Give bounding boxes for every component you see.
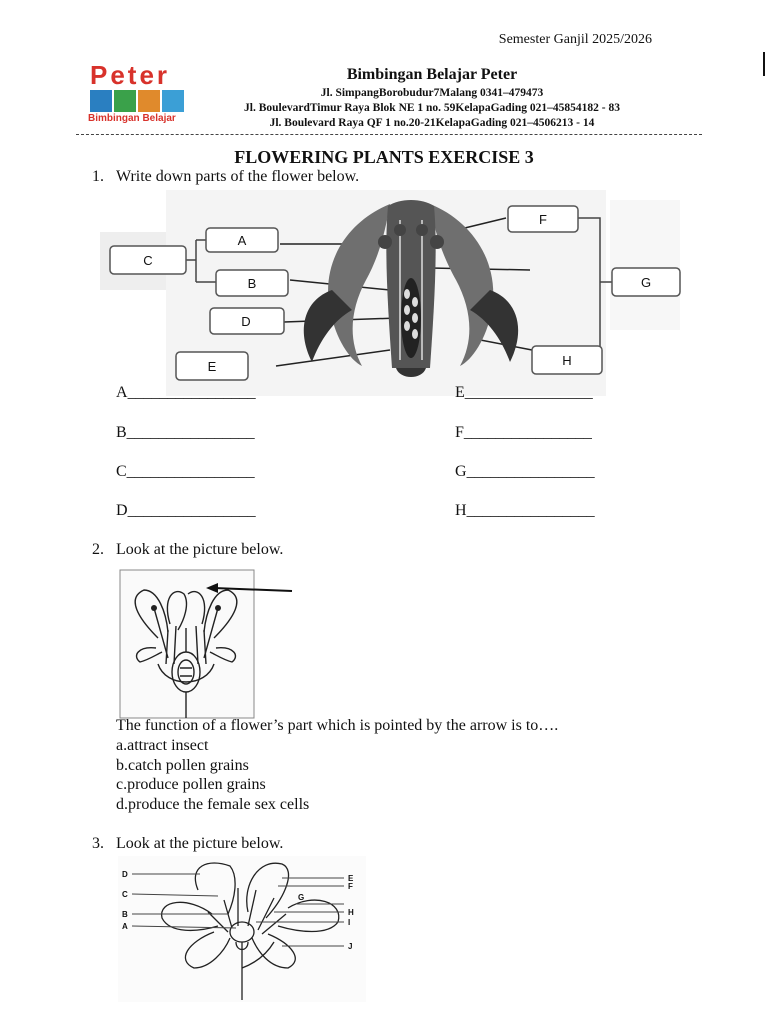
fig3-label-A: A bbox=[122, 922, 128, 931]
logo-tile-2 bbox=[114, 90, 136, 112]
answer-D bbox=[116, 502, 256, 520]
answer-F-blank: ________________ bbox=[463, 424, 592, 441]
page-title: FLOWERING PLANTS EXERCISE 3 bbox=[234, 147, 534, 167]
answer-H bbox=[455, 502, 595, 520]
logo-tagline: Bimbingan Belajar bbox=[88, 113, 176, 124]
question-3-text: Look at the picture below. bbox=[116, 835, 284, 852]
fig3-label-H: H bbox=[348, 908, 354, 917]
answer-A-blank: ________________ bbox=[127, 384, 256, 401]
diagram-label-C: C bbox=[143, 253, 153, 268]
answer-E-label: E bbox=[455, 384, 465, 401]
address-line-1: Jl. SimpangBorobudur7Malang 0341–479473 bbox=[320, 87, 544, 99]
diagram-label-H: H bbox=[562, 353, 572, 368]
fig3-label-D: D bbox=[122, 870, 128, 879]
question-1-number: 1. bbox=[92, 168, 104, 185]
answer-G-label: G bbox=[455, 463, 467, 480]
answer-A-label: A bbox=[116, 384, 128, 401]
diagram-label-D: D bbox=[241, 314, 251, 329]
logo-tile-3 bbox=[138, 90, 160, 112]
scan-shade-right bbox=[610, 200, 680, 330]
question-3-number: 3. bbox=[92, 835, 104, 852]
option-b: b.catch pollen grains bbox=[116, 757, 249, 774]
answer-F bbox=[455, 424, 592, 442]
flower-diagram-1 bbox=[100, 190, 682, 396]
answer-B-label: B bbox=[116, 424, 127, 441]
diagram-label-A: A bbox=[237, 233, 247, 248]
answer-E bbox=[455, 384, 593, 402]
logo-tile-1 bbox=[90, 90, 112, 112]
diagram-label-B: B bbox=[247, 276, 257, 291]
fig3-label-C: C bbox=[122, 890, 128, 899]
option-c: c.produce pollen grains bbox=[116, 776, 266, 793]
answer-G-blank: ________________ bbox=[466, 463, 595, 480]
question-2 bbox=[92, 541, 283, 559]
diagram-label-E: E bbox=[207, 359, 217, 374]
question-3 bbox=[92, 835, 283, 853]
answer-D-label: D bbox=[116, 502, 128, 519]
question-1 bbox=[92, 168, 359, 186]
answer-H-label: H bbox=[455, 502, 467, 519]
question-2-number: 2. bbox=[92, 541, 104, 558]
answer-B-blank: ________________ bbox=[126, 424, 255, 441]
answer-B bbox=[116, 424, 255, 442]
fig3-label-B: B bbox=[122, 910, 128, 919]
question-2-text: Look at the picture below. bbox=[116, 541, 284, 558]
question-2-prompt: The function of a flower’s part which is pointed by the arrow is to…. bbox=[116, 717, 559, 734]
answer-H-blank: ________________ bbox=[466, 502, 595, 519]
answer-E-blank: ________________ bbox=[464, 384, 593, 401]
answer-C-blank: ________________ bbox=[126, 463, 255, 480]
fig3-label-J: J bbox=[348, 942, 353, 951]
option-a: a.attract insect bbox=[116, 737, 209, 754]
address-line-3: Jl. Boulevard Raya QF 1 no.20-21KelapaGading 021–4506213 - 14 bbox=[269, 117, 595, 129]
answer-F-label: F bbox=[455, 424, 464, 441]
answer-A bbox=[116, 384, 256, 402]
answer-C-label: C bbox=[116, 463, 127, 480]
semester-label: Semester Ganjil 2025/2026 bbox=[498, 32, 652, 47]
flower-diagram-3 bbox=[118, 856, 368, 1002]
fig3-label-E: E bbox=[348, 874, 354, 883]
org-block bbox=[216, 66, 648, 131]
fig3-label-F: F bbox=[348, 882, 353, 891]
page-edge-mark bbox=[763, 52, 765, 76]
address-line-2: Jl. BoulevardTimur Raya Blok NE 1 no. 59KelapaGading 021–45854182 - 83 bbox=[244, 102, 620, 114]
logo-word: Peter bbox=[90, 60, 171, 90]
answer-G bbox=[455, 463, 595, 481]
fig3-label-I: I bbox=[348, 918, 351, 927]
logo-tile-4 bbox=[162, 90, 184, 112]
question-1-text: Write down parts of the flower below. bbox=[116, 168, 360, 185]
option-d: d.produce the female sex cells bbox=[116, 796, 310, 813]
peter-logo bbox=[86, 60, 186, 126]
org-name: Bimbingan Belajar Peter bbox=[346, 66, 518, 83]
diagram-label-G: G bbox=[640, 275, 652, 290]
answer-D-blank: ________________ bbox=[127, 502, 256, 519]
logo-tiles bbox=[90, 90, 184, 112]
diagram-label-F: F bbox=[539, 212, 547, 227]
flower-diagram-2 bbox=[118, 568, 294, 720]
fig3-label-G: G bbox=[298, 893, 305, 902]
header-divider bbox=[76, 134, 702, 135]
answer-C bbox=[116, 463, 255, 481]
